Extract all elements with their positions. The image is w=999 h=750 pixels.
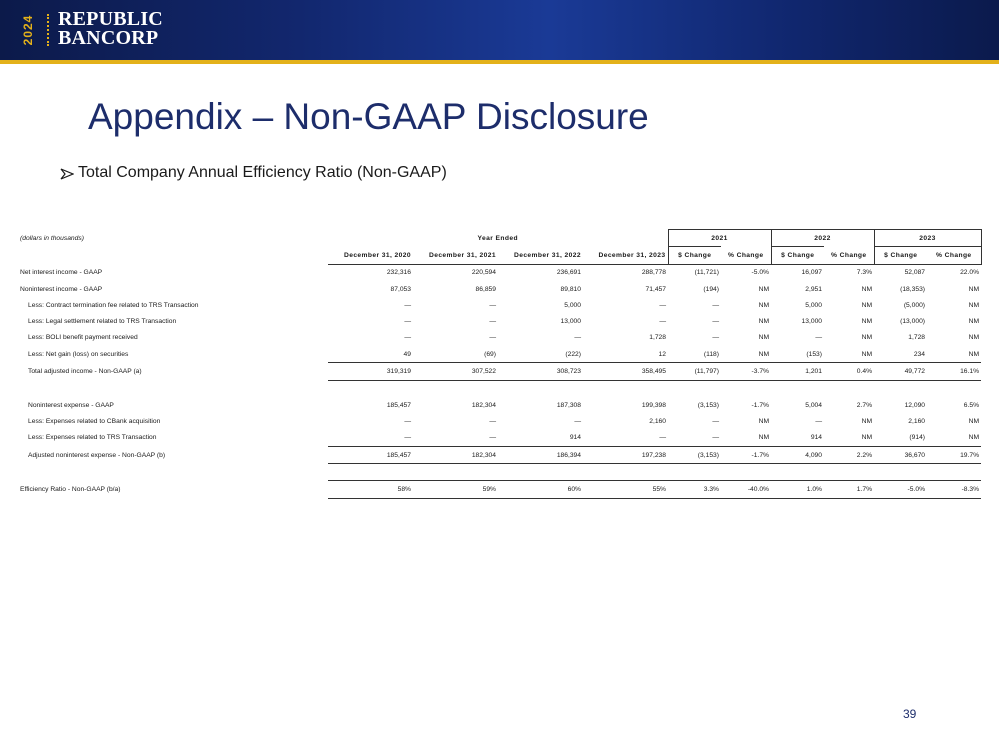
row-label: Noninterest income - GAAP bbox=[20, 285, 103, 293]
cell-value: (13,000) bbox=[900, 318, 926, 326]
table-row bbox=[18, 413, 981, 429]
cell-value: 185,457 bbox=[328, 446, 413, 463]
cell-value: (194) bbox=[703, 285, 719, 293]
cell-value: 308,723 bbox=[498, 363, 583, 380]
cell-value: -5.0% bbox=[751, 269, 770, 277]
cell-value: 220,594 bbox=[471, 269, 496, 277]
cell-value: NM bbox=[861, 301, 873, 309]
cell-value: 13,000 bbox=[560, 318, 581, 326]
cell-value: — bbox=[413, 430, 498, 447]
cell-value: 12 bbox=[583, 346, 668, 363]
cell-value: — bbox=[404, 318, 411, 326]
row-label: Less: Expenses related to TRS Transaction bbox=[28, 434, 157, 442]
cell-value: — bbox=[815, 417, 823, 425]
cell-value: 16.1% bbox=[927, 363, 981, 380]
row-label: Less: Expenses related to CBank acquisition bbox=[28, 417, 161, 425]
col-header: December 31, 2021 bbox=[413, 247, 498, 264]
cell-value: 2.2% bbox=[824, 446, 874, 463]
cell-value: 914 bbox=[498, 430, 583, 447]
col-header: % Change bbox=[721, 247, 771, 264]
col-header: $ Change bbox=[668, 247, 721, 264]
cell-value: NM bbox=[758, 417, 770, 425]
cell-value: 13,000 bbox=[801, 318, 823, 326]
cell-value: — bbox=[659, 301, 666, 309]
cell-value: — bbox=[712, 334, 719, 342]
spacer-row bbox=[18, 464, 981, 481]
cell-value: NM bbox=[758, 285, 770, 293]
cell-value: — bbox=[574, 334, 581, 342]
cell-value: 914 bbox=[771, 430, 824, 447]
cell-value: NM bbox=[721, 430, 771, 447]
cell-value: 87,053 bbox=[390, 285, 411, 293]
col-header: % Change bbox=[824, 247, 874, 264]
cell-value: 1.0% bbox=[771, 481, 824, 498]
bullet-item bbox=[60, 164, 447, 182]
group-header-2022: 2022 bbox=[771, 230, 874, 247]
cell-value: NM bbox=[968, 285, 980, 293]
cell-value: NM bbox=[968, 318, 980, 326]
efficiency-ratio-table bbox=[18, 229, 982, 499]
cell-value: (11,721) bbox=[694, 269, 719, 277]
cell-value: 187,308 bbox=[556, 401, 581, 409]
cell-value: -8.3% bbox=[927, 481, 981, 498]
cell-value: — bbox=[583, 430, 668, 447]
cell-value: 3.3% bbox=[668, 481, 721, 498]
cell-value: (153) bbox=[771, 346, 824, 363]
cell-value: (914) bbox=[874, 430, 927, 447]
cell-value: 182,304 bbox=[413, 446, 498, 463]
cell-value: 358,495 bbox=[583, 363, 668, 380]
col-header: % Change bbox=[927, 247, 981, 264]
cell-value: — bbox=[489, 334, 496, 342]
cell-value: 5,000 bbox=[805, 301, 823, 309]
cell-value: 288,778 bbox=[641, 269, 666, 277]
cell-value: 2,160 bbox=[908, 417, 926, 425]
table-row bbox=[18, 397, 981, 413]
cell-value: 49 bbox=[328, 346, 413, 363]
cell-value: (11,797) bbox=[668, 363, 721, 380]
cell-value: NM bbox=[968, 301, 980, 309]
cell-value: 182,304 bbox=[471, 401, 496, 409]
cell-value: 19.7% bbox=[927, 446, 981, 463]
cell-value: 89,810 bbox=[560, 285, 581, 293]
cell-value: — bbox=[489, 301, 496, 309]
group-header-2021: 2021 bbox=[668, 230, 771, 247]
cell-value: NM bbox=[861, 334, 873, 342]
row-label: Net interest income - GAAP bbox=[20, 268, 103, 276]
cell-value: — bbox=[328, 430, 413, 447]
col-header: December 31, 2020 bbox=[328, 247, 413, 264]
row-label: Total adjusted income - Non-GAAP (a) bbox=[28, 368, 142, 376]
logo-line-1: REPUBLIC bbox=[58, 8, 163, 30]
cell-value: 2,951 bbox=[805, 285, 823, 293]
cell-value: 5,000 bbox=[564, 301, 581, 309]
cell-value: (5,000) bbox=[903, 301, 926, 309]
cell-value: 52,087 bbox=[904, 269, 926, 277]
cell-value: 60% bbox=[498, 481, 583, 498]
cell-value: NM bbox=[824, 346, 874, 363]
cell-value: -3.7% bbox=[721, 363, 771, 380]
page-title: Appendix – Non-GAAP Disclosure bbox=[88, 96, 649, 137]
arrow-bullet-icon bbox=[60, 168, 70, 178]
cell-value: -40.0% bbox=[721, 481, 771, 498]
header-banner bbox=[0, 0, 999, 60]
row-label: Less: Legal settlement related to TRS Transaction bbox=[28, 318, 177, 326]
col-header: December 31, 2022 bbox=[498, 247, 583, 264]
cell-value: — bbox=[574, 417, 581, 425]
cell-value: 86,859 bbox=[475, 285, 496, 293]
cell-value: — bbox=[404, 334, 411, 342]
cell-value: 7.3% bbox=[856, 269, 873, 277]
cell-value: — bbox=[668, 430, 721, 447]
table-row bbox=[18, 313, 981, 329]
cell-value: — bbox=[712, 417, 719, 425]
cell-value: — bbox=[489, 417, 496, 425]
cell-value: (3,153) bbox=[697, 401, 719, 409]
cell-value: NM bbox=[968, 334, 980, 342]
row-label: Noninterest expense - GAAP bbox=[28, 401, 114, 409]
table-row bbox=[18, 330, 981, 346]
row-label: Less: BOLI benefit payment received bbox=[28, 334, 138, 342]
cell-value: NM bbox=[721, 346, 771, 363]
cell-value: 36,670 bbox=[874, 446, 927, 463]
page-number: 39 bbox=[903, 707, 917, 721]
cell-value: 55% bbox=[583, 481, 668, 498]
table-row bbox=[18, 346, 981, 363]
cell-value: — bbox=[489, 318, 496, 326]
cell-value: (118) bbox=[668, 346, 721, 363]
spacer-row bbox=[18, 380, 981, 397]
cell-value: NM bbox=[861, 285, 873, 293]
cell-value: (69) bbox=[413, 346, 498, 363]
cell-value: 236,691 bbox=[556, 269, 581, 277]
cell-value: 307,522 bbox=[413, 363, 498, 380]
table-row bbox=[18, 281, 981, 297]
cell-value: -1.7% bbox=[721, 446, 771, 463]
cell-value: NM bbox=[861, 318, 873, 326]
cell-value: 1.7% bbox=[824, 481, 874, 498]
cell-value: 199,398 bbox=[641, 401, 666, 409]
cell-value: NM bbox=[824, 430, 874, 447]
cell-value: 234 bbox=[874, 346, 927, 363]
cell-value: 2.7% bbox=[856, 401, 873, 409]
cell-value: 58% bbox=[328, 481, 413, 498]
cell-value: (3,153) bbox=[668, 446, 721, 463]
row-label: Efficiency Ratio - Non-GAAP (b/a) bbox=[20, 486, 121, 494]
cell-value: NM bbox=[758, 334, 770, 342]
cell-value: 22.0% bbox=[960, 269, 980, 277]
cell-value: (18,353) bbox=[900, 285, 926, 293]
cell-value: 4,090 bbox=[771, 446, 824, 463]
cell-value: NM bbox=[927, 430, 981, 447]
cell-value: — bbox=[404, 301, 411, 309]
logo-line-2: BANCORP bbox=[58, 27, 159, 49]
header-stripe bbox=[0, 60, 999, 64]
cell-value: (222) bbox=[498, 346, 583, 363]
cell-value: 12,090 bbox=[904, 401, 926, 409]
table-row bbox=[18, 430, 981, 447]
logo-year: 2024 bbox=[21, 14, 35, 46]
group-header-2023: 2023 bbox=[874, 230, 981, 247]
row-label: Adjusted noninterest expense - Non-GAAP (b) bbox=[28, 451, 166, 459]
cell-value: NM bbox=[861, 417, 873, 425]
bullet-text: Total Company Annual Efficiency Ratio (Non-GAAP) bbox=[78, 164, 447, 181]
cell-value: -5.0% bbox=[874, 481, 927, 498]
col-header: December 31, 2023 bbox=[583, 247, 668, 264]
cell-value: 186,394 bbox=[498, 446, 583, 463]
cell-value: 59% bbox=[413, 481, 498, 498]
cell-value: — bbox=[712, 318, 719, 326]
cell-value: 49,772 bbox=[874, 363, 927, 380]
table-row bbox=[18, 297, 981, 313]
cell-value: -1.7% bbox=[751, 401, 770, 409]
cell-value: 2,160 bbox=[649, 417, 666, 425]
cell-value: 5,004 bbox=[805, 401, 823, 409]
cell-value: — bbox=[404, 417, 411, 425]
row-label: Less: Net gain (loss) on securities bbox=[28, 350, 129, 358]
company-logo bbox=[58, 10, 163, 48]
cell-value: 6.5% bbox=[963, 401, 980, 409]
table-row bbox=[18, 481, 981, 498]
table-row bbox=[18, 446, 981, 463]
cell-value: 319,319 bbox=[328, 363, 413, 380]
units-note: (dollars in thousands) bbox=[20, 234, 84, 242]
cell-value: 232,316 bbox=[386, 269, 411, 277]
cell-value: 0.4% bbox=[824, 363, 874, 380]
cell-value: NM bbox=[968, 417, 980, 425]
cell-value: 71,457 bbox=[645, 285, 666, 293]
cell-value: — bbox=[712, 301, 719, 309]
col-header: $ Change bbox=[874, 247, 927, 264]
logo-divider bbox=[47, 14, 51, 46]
row-label: Less: Contract termination fee related to TRS Transaction bbox=[28, 301, 199, 309]
table-row bbox=[18, 363, 981, 380]
cell-value: NM bbox=[758, 301, 770, 309]
year-ended-header: Year Ended bbox=[477, 234, 518, 242]
cell-value: NM bbox=[927, 346, 981, 363]
cell-value: — bbox=[659, 318, 666, 326]
cell-value: 16,097 bbox=[801, 269, 823, 277]
cell-value: — bbox=[815, 334, 823, 342]
cell-value: 185,457 bbox=[386, 401, 411, 409]
cell-value: 1,201 bbox=[771, 363, 824, 380]
table-row bbox=[18, 264, 981, 281]
cell-value: 1,728 bbox=[649, 334, 666, 342]
cell-value: 1,728 bbox=[908, 334, 926, 342]
col-header: $ Change bbox=[771, 247, 824, 264]
cell-value: NM bbox=[758, 318, 770, 326]
cell-value: 197,238 bbox=[583, 446, 668, 463]
